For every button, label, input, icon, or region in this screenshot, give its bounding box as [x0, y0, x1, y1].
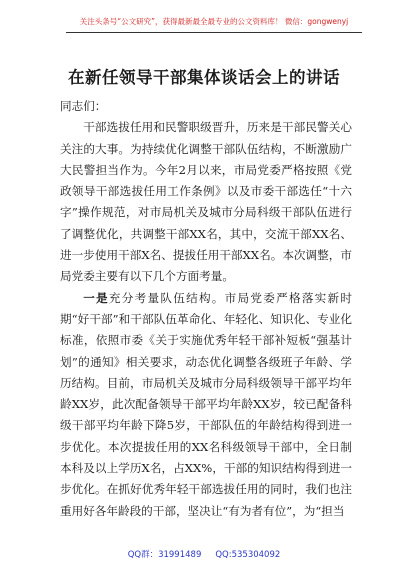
document-title: 在新任领导干部集体谈话会上的讲话 — [68, 68, 340, 87]
header-banner-text: 关注头条号“公文研究”，获得最新最全最专业的公文资料库！ 微信：gongwenyj — [79, 16, 349, 26]
document-body — [60, 96, 352, 522]
footer-contact — [0, 548, 408, 560]
header-banner — [66, 10, 362, 33]
footer-qq-group: QQ群：31991489 — [127, 550, 202, 560]
salutation: 同志们： — [60, 99, 107, 113]
paragraph-1: 干部选拔任用和民警职级晋升，历来是干部民警关心关注的大事。为持续优化调整干部队伍结构，不断激励广大民警担当作为。今年2月以来，市局党委严格按照《党政领导干部选拔任用工作条例》以及市委干部选任“十六字”操作规范，对市局机关及城市分局科级干部队伍进行了调整优化，共调整干部XX名，其中，交流干部XX名、进一步使用干部X名、提拔任用干部XX名。本次调整，市局党委主要有以下几个方面考量。 — [60, 120, 352, 284]
paragraph-2-lead: 一是 — [83, 290, 109, 305]
paragraph-2-text: 充分考量队伍结构。市局党委严格落实新时期“好干部”和干部队伍革命化、年轻化、知识化、专业化标准，依照市委《关于实施优秀年轻干部补短板“强基计划”的通知》相关要求，动态优化调整各级班子年龄、学历结构。目前，市局机关及城市分局科级领导干部平均年龄XX岁，此次配备领导干部平均年龄XX岁，较已配备科级干部平均年龄下降5岁，干部队伍的年龄结构得到进一步优化。本次提拔任用的XX名科级领导干部中，全日制本科及以上学历X名，占XX%，干部的知识结构得到进一步优化。在抓好优秀年轻干部选拔任用的同时，我们也注重用好各年龄段的干部，坚决让“有为者有位”，为“担当 — [60, 290, 352, 518]
paragraph-2 — [60, 288, 352, 522]
footer-qq: QQ:535304092 — [215, 550, 281, 560]
